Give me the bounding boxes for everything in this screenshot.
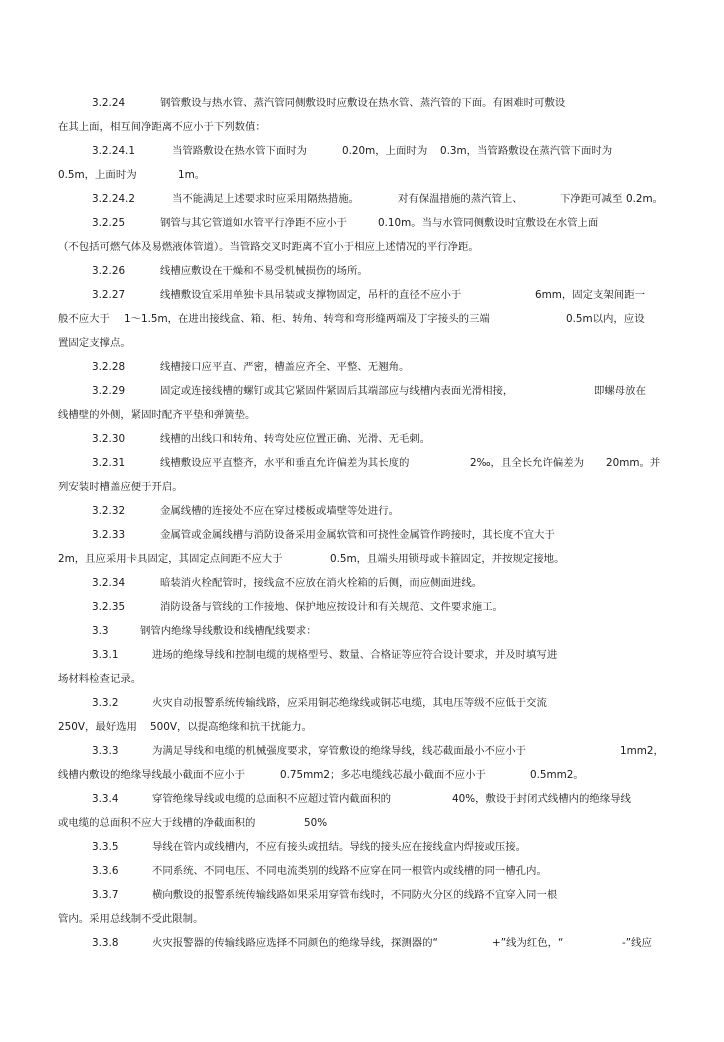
- clause-number: 3.2.30: [92, 433, 126, 445]
- text-segment: 进场的绝缘导线和控制电缆的规格型号、数量、合格证等应符合设计要求，并及时填写进: [152, 649, 558, 661]
- text-segment: 钢管敷设与热水管、蒸汽管同侧敷设时应敷设在热水管、蒸汽管的下面。有困难时可敷设: [160, 97, 566, 109]
- text-line: [0, 718, 724, 736]
- text-segment: 1m。: [178, 169, 206, 181]
- text-line: [0, 838, 724, 856]
- text-segment: 0.5m，上面时为: [58, 169, 137, 181]
- clause-number: 3.2.32: [92, 505, 126, 517]
- clause-number: 3.3.6: [92, 865, 119, 877]
- text-line: [0, 598, 724, 616]
- text-segment: 管内。采用总线制不受此限制。: [58, 913, 204, 925]
- text-line: [0, 886, 724, 904]
- text-line: [0, 310, 724, 328]
- text-segment: 50%: [304, 817, 328, 829]
- text-segment: 暗装消火栓配管时，接线盒不应放在消火栓箱的后侧，而应侧面进线。: [160, 577, 483, 589]
- text-segment: 当管路敷设在热水管下面时为: [172, 145, 308, 157]
- text-segment: 40%，敷设于封闭式线槽内的绝缘导线: [452, 793, 631, 805]
- text-line: [0, 910, 724, 928]
- text-segment: 固定或连接线槽的螺钉或其它紧固件紧固后其端部应与线槽内表面光滑相接，: [160, 385, 514, 397]
- text-line: [0, 766, 724, 784]
- clause-number: 3.2.31: [92, 457, 126, 469]
- text-line: [0, 430, 724, 448]
- text-segment: （不包括可燃气体及易燃液体管道）。当管路交叉时距离不宜小于相应上述情况的平行净距。: [58, 241, 479, 253]
- text-segment: 线槽的出线口和转角、转弯处应位置正确、光滑、无毛刺。: [160, 433, 431, 445]
- clause-number: 3.2.33: [92, 529, 126, 541]
- clause-number: 3.3.2: [92, 697, 119, 709]
- text-line: [0, 502, 724, 520]
- text-segment: 下净距可减至: [560, 193, 623, 205]
- clause-number: 3.2.25: [92, 217, 126, 229]
- text-segment: 250V，最好选用: [58, 721, 137, 733]
- text-segment: +”线为红色，“: [492, 937, 564, 949]
- text-segment: 钢管与其它管道如水管平行净距不应小于: [160, 217, 348, 229]
- text-segment: 不同系统、不同电压、不同电流类别的线路不应穿在同一根管内或线槽的同一槽孔内。: [152, 865, 547, 877]
- text-line: [0, 526, 724, 544]
- text-segment: 导线在管内或线槽内，不应有接头或扭结。导线的接头应在接线盒内焊接或压接。: [152, 841, 527, 853]
- text-line: [0, 790, 724, 808]
- clause-number: 3.3.7: [92, 889, 119, 901]
- text-segment: 火灾报警器的传输线路应选择不同颜色的绝缘导线，探测器的“: [152, 937, 438, 949]
- text-line: [0, 142, 724, 160]
- clause-number: 3.2.24: [92, 97, 126, 109]
- text-line: [0, 334, 724, 352]
- text-segment: 0.5m，且端头用锁母或卡箍固定，并按规定接地。: [330, 553, 565, 565]
- text-line: [0, 358, 724, 376]
- text-segment: 钢管内绝缘导线敷设和线槽配线要求：: [140, 625, 317, 637]
- text-line: [0, 814, 724, 832]
- text-segment: 线槽敷设宜采用单独卡具吊装或支撑物固定，吊杆的直径不应小于: [160, 289, 462, 301]
- text-line: [0, 406, 724, 424]
- text-segment: 对有保温措施的蒸汽管上、: [398, 193, 523, 205]
- text-line: [0, 454, 724, 472]
- text-segment: 线槽敷设应平直整齐，水平和垂直允许偏差为其长度的: [160, 457, 410, 469]
- text-segment: 0.2m。: [626, 193, 664, 205]
- clause-number: 3.2.27: [92, 289, 126, 301]
- text-segment: 0.75mm2；多芯电缆线芯最小截面不应小于: [280, 769, 486, 781]
- clause-number: 3.2.34: [92, 577, 126, 589]
- text-line: [0, 670, 724, 688]
- text-segment: 0.10m。当与水管同侧敷设时宜敷设在水管上面: [378, 217, 599, 229]
- text-segment: 穿管绝缘导线或电缆的总面积不应超过管内截面积的: [152, 793, 391, 805]
- text-segment: 0.5mm2。: [530, 769, 584, 781]
- text-line: [0, 742, 724, 760]
- text-segment: 1～1.5m，在进出接线盒、箱、柜、转角、转弯和弯形缝两端及丁字接头的三端: [124, 313, 490, 325]
- text-line: [0, 118, 724, 136]
- text-line: [0, 694, 724, 712]
- text-segment: 为满足导线和电缆的机械强度要求，穿管敷设的绝缘导线，线芯截面最小不应小于: [152, 745, 527, 757]
- clause-number: 3.3.8: [92, 937, 119, 949]
- text-segment: 或电缆的总面积不应大于线槽的净截面积的: [58, 817, 256, 829]
- text-segment: 即螺母放在: [594, 385, 646, 397]
- text-segment: 2m，且应采用卡具固定，其固定点间距不应大于: [58, 553, 283, 565]
- text-line: [0, 862, 724, 880]
- text-segment: 0.20m，上面时为: [342, 145, 428, 157]
- clause-number: 3.2.24.2: [92, 193, 135, 205]
- text-segment: 金属线槽的连接处不应在穿过楼板或墙壁等处进行。: [160, 505, 399, 517]
- text-line: [0, 934, 724, 952]
- clause-number: 3.3: [92, 625, 109, 637]
- text-segment: 1mm2，: [620, 745, 664, 757]
- text-line: [0, 574, 724, 592]
- text-segment: 当不能满足上述要求时应采用隔热措施。: [172, 193, 360, 205]
- text-line: [0, 238, 724, 256]
- text-line: [0, 94, 724, 112]
- text-line: [0, 286, 724, 304]
- text-line: [0, 478, 724, 496]
- text-segment: 500V，以提高绝缘和抗干扰能力。: [150, 721, 313, 733]
- text-segment: -”线应: [622, 937, 652, 949]
- clause-number: 3.3.1: [92, 649, 119, 661]
- text-segment: 0.3m，当管路敷设在蒸汽管下面时为: [440, 145, 613, 157]
- text-segment: 火灾自动报警系统传输线路，应采用铜芯绝缘线或铜芯电缆，其电压等级不应低于交流: [152, 697, 547, 709]
- text-line: [0, 622, 724, 640]
- clause-number: 3.2.35: [92, 601, 126, 613]
- text-segment: 线槽内敷设的绝缘导线最小截面不应小于: [58, 769, 246, 781]
- text-segment: 横向敷设的报警系统传输线路如果采用穿管布线时，不同防火分区的线路不宜穿入同一根: [152, 889, 558, 901]
- clause-number: 3.3.5: [92, 841, 119, 853]
- text-segment: 消防设备与管线的工作接地、保护地应按设计和有关规范、文件要求施工。: [160, 601, 503, 613]
- text-line: [0, 262, 724, 280]
- text-line: [0, 190, 724, 208]
- clause-number: 3.2.29: [92, 385, 126, 397]
- text-segment: 2‰，且全长允许偏差为: [470, 457, 585, 469]
- text-segment: 场材料检查记录。: [58, 673, 142, 685]
- text-segment: 6mm，固定支架间距一: [535, 289, 645, 301]
- text-line: [0, 166, 724, 184]
- text-segment: 0.5m以内，应设: [566, 313, 645, 325]
- text-segment: 金属管或金属线槽与消防设备采用金属软管和可挠性金属管作跨接时，其长度不宜大于: [160, 529, 555, 541]
- clause-number: 3.2.26: [92, 265, 126, 277]
- text-segment: 20mm。并: [606, 457, 661, 469]
- text-segment: 线槽壁的外侧，紧固时配齐平垫和弹簧垫。: [58, 409, 256, 421]
- clause-number: 3.2.24.1: [92, 145, 135, 157]
- clause-number: 3.3.4: [92, 793, 119, 805]
- clause-number: 3.3.3: [92, 745, 119, 757]
- text-segment: 线槽接口应平直、严密，槽盖应齐全、平整、无翘角。: [160, 361, 410, 373]
- text-line: [0, 214, 724, 232]
- text-segment: 在其上面，相互间净距离不应小于下列数值：: [58, 121, 266, 133]
- text-segment: 线槽应敷设在干燥和不易受机械损伤的场所。: [160, 265, 368, 277]
- text-segment: 置固定支撑点。: [58, 337, 131, 349]
- text-line: [0, 550, 724, 568]
- text-line: [0, 382, 724, 400]
- clause-number: 3.2.28: [92, 361, 126, 373]
- text-segment: 般不应大于: [58, 313, 110, 325]
- text-line: [0, 646, 724, 664]
- text-segment: 列安装时槽盖应便于开启。: [58, 481, 183, 493]
